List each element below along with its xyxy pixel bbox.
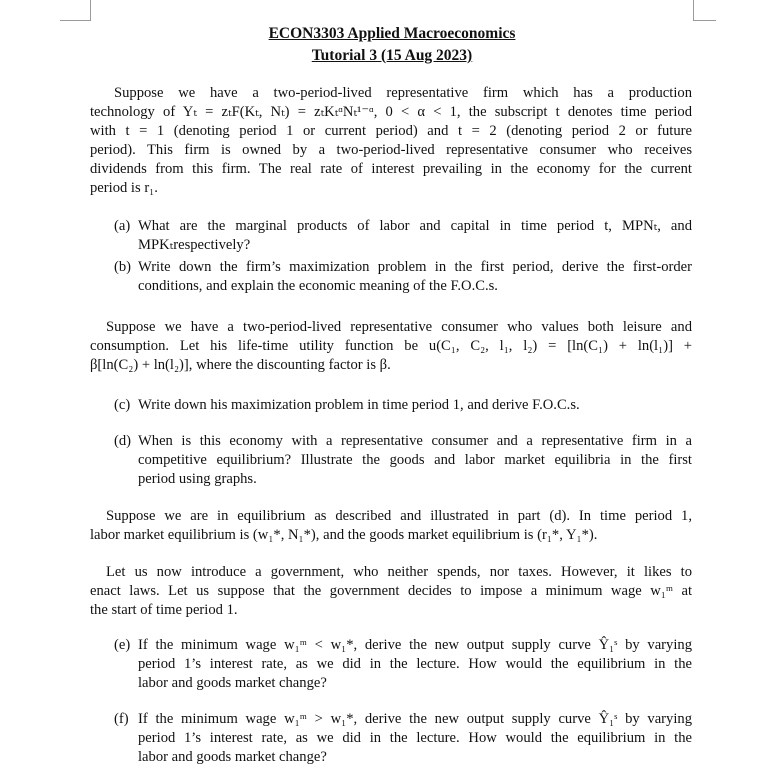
text-line: technology of Yₜ = zₜF(Kₜ, Nₜ) = zₜKₜᵅNₜ¹⁻ᵅ, 0 < α < 1, the subscript t denotes time period [90, 104, 692, 120]
government-paragraph [90, 563, 692, 620]
text-line: labor and goods market change? [138, 749, 327, 765]
text-line: Write down the firm’s maximization problem in the first period, derive the first-order [138, 259, 692, 275]
equilibrium-paragraph [90, 507, 692, 545]
text-line: period). This firm is owned by a two-period-lived representative consumer who receives [90, 142, 692, 158]
consumer-paragraph [90, 318, 692, 375]
text-line: Suppose we are in equilibrium as described and illustrated in part (d). In time period 1, [106, 508, 692, 524]
crop-mark-top-left [60, 0, 91, 21]
course-title: ECON3303 Applied Macroeconomics [268, 25, 516, 42]
crop-mark-top-right [693, 0, 716, 21]
text-line: consumption. Let his life-time utility function be u(C₁, C₂, l₁, l₂) = [ln(C₁) + ln(l₁)] + [90, 338, 692, 354]
question-label: (c) [114, 397, 131, 413]
text-line: labor market equilibrium is (w₁*, N₁*), and the goods market equilibrium is (r₁*, Y₁*). [90, 527, 598, 543]
tutorial-title: Tutorial 3 (15 Aug 2023) [311, 47, 473, 64]
question-b [114, 258, 692, 296]
question-c [114, 396, 692, 415]
question-label: (f) [114, 711, 129, 727]
text-line: competitive equilibrium? Illustrate the goods and labor market equilibria in the first [138, 452, 692, 468]
question-label: (a) [114, 218, 131, 234]
question-e [114, 636, 692, 693]
text-line: If the minimum wage w₁ᵐ > w₁*, derive the new output supply curve Ŷ₁ˢ by varying [138, 711, 692, 727]
text-line: period 1’s interest rate, as we did in the lecture. How would the equilibrium in the [138, 656, 692, 672]
firm-paragraph [90, 84, 692, 198]
text-line: period using graphs. [138, 471, 257, 487]
text-line: Let us now introduce a government, who neither spends, nor taxes. However, it likes to [106, 564, 692, 580]
text-line: period 1’s interest rate, as we did in the lecture. How would the equilibrium in the [138, 730, 692, 746]
text-line: labor and goods market change? [138, 675, 327, 691]
question-label: (d) [114, 433, 132, 449]
text-line: period is r₁. [90, 180, 158, 196]
question-label: (e) [114, 637, 131, 653]
text-line: enact laws. Let us suppose that the government decides to impose a minimum wage w₁ᵐ at [90, 583, 692, 599]
text-line: the start of time period 1. [90, 602, 238, 618]
text-line: If the minimum wage w₁ᵐ < w₁*, derive the new output supply curve Ŷ₁ˢ by varying [138, 637, 692, 653]
text-line: conditions, and explain the economic meaning of the F.O.C.s. [138, 278, 498, 294]
text-line: dividends from this firm. The real rate of interest prevailing in the economy for the current [90, 161, 692, 177]
question-label: (b) [114, 259, 132, 275]
text-line: with t = 1 (denoting period 1 or current period) and t = 2 (denoting period 2 or future [90, 123, 692, 139]
text-line: Suppose we have a two-period-lived representative firm which has a production [114, 85, 692, 101]
text-line: What are the marginal products of labor and capital in time period t, MPNₜ, and [138, 218, 692, 234]
text-line: Suppose we have a two-period-lived representative consumer who values both leisure and [106, 319, 692, 335]
text-line: Write down his maximization problem in time period 1, and derive F.O.C.s. [138, 397, 580, 413]
text-line: When is this economy with a representative consumer and a representative firm in a [138, 433, 692, 449]
question-f [114, 710, 692, 767]
question-d [114, 432, 692, 489]
text-line: MPKₜrespectively? [138, 237, 251, 253]
question-a [114, 217, 692, 255]
text-line: β[ln(C₂) + ln(l₂)], where the discounting factor is β. [90, 357, 391, 373]
